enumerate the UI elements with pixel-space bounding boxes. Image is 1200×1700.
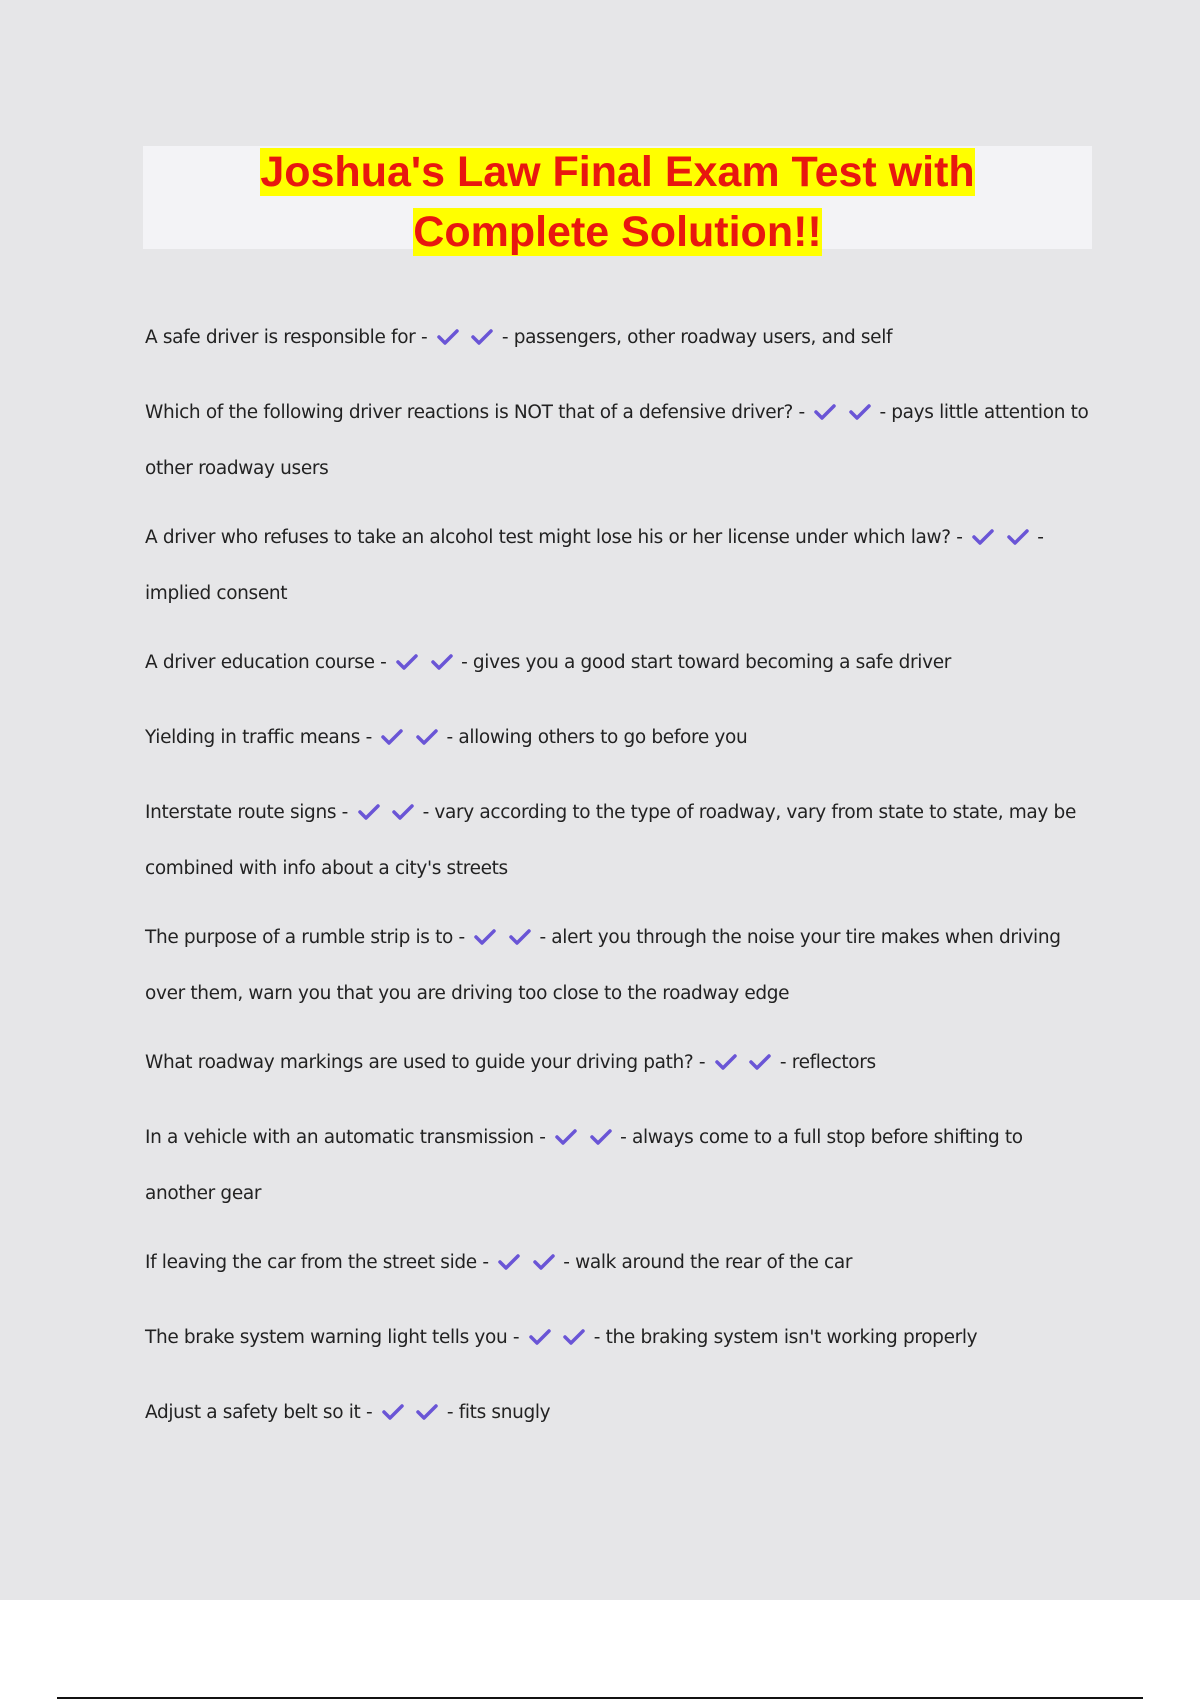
check-icon: [416, 728, 438, 746]
check-icon: [563, 1328, 585, 1346]
qa-item: [145, 1110, 1095, 1222]
answer-text: - pays little attention to other roadway users: [145, 402, 1089, 479]
title-banner: [143, 146, 1092, 256]
answer-text: - alert you through the noise your tire makes when driving over them, warn you that you are driving too close to the roadway edge: [145, 927, 1061, 1004]
check-icon: [474, 928, 496, 946]
qa-item: [145, 1385, 1095, 1441]
qa-list: [145, 310, 1095, 1460]
answer-text: - walk around the rear of the car: [563, 1252, 853, 1273]
qa-item: [145, 635, 1095, 691]
question-text: In a vehicle with an automatic transmission -: [145, 1127, 546, 1148]
qa-item: [145, 710, 1095, 766]
check-icon: [381, 728, 403, 746]
answer-text: - allowing others to go before you: [446, 727, 748, 748]
question-text: Which of the following driver reactions is NOT that of a defensive driver? -: [145, 402, 805, 423]
check-icon: [590, 1128, 612, 1146]
qa-item: [145, 1035, 1095, 1091]
check-icon: [382, 1403, 404, 1421]
question-text: If leaving the car from the street side -: [145, 1252, 489, 1273]
question-text: A driver who refuses to take an alcohol test might lose his or her license under which law? -: [145, 527, 963, 548]
question-text: Adjust a safety belt so it -: [145, 1402, 373, 1423]
check-icon: [498, 1253, 520, 1271]
answer-text: - always come to a full stop before shifting to another gear: [145, 1127, 1023, 1204]
answer-text: - the braking system isn't working properly: [593, 1327, 978, 1348]
check-icon: [555, 1128, 577, 1146]
question-text: Yielding in traffic means -: [145, 727, 372, 748]
check-icon: [1007, 528, 1029, 546]
check-icon: [749, 1053, 771, 1071]
answer-text: - fits snugly: [446, 1402, 551, 1423]
question-text: A safe driver is responsible for -: [145, 327, 428, 348]
check-icon: [972, 528, 994, 546]
check-icon: [715, 1053, 737, 1071]
answer-text: - implied consent: [145, 527, 1044, 604]
check-icon: [533, 1253, 555, 1271]
answer-text: - gives you a good start toward becoming a safe driver: [461, 652, 951, 673]
question-text: The purpose of a rumble strip is to -: [145, 927, 465, 948]
qa-item: [145, 310, 1095, 366]
qa-item: [145, 910, 1095, 1022]
question-text: A driver education course -: [145, 652, 387, 673]
check-icon: [358, 803, 380, 821]
check-icon: [529, 1328, 551, 1346]
footer-rule: [57, 1697, 1143, 1699]
answer-text: - reflectors: [779, 1052, 876, 1073]
check-icon: [392, 803, 414, 821]
qa-item: [145, 1310, 1095, 1366]
qa-item: [145, 785, 1095, 897]
qa-item: [145, 385, 1095, 497]
check-icon: [509, 928, 531, 946]
question-text: Interstate route signs -: [145, 802, 348, 823]
question-text: The brake system warning light tells you -: [145, 1327, 520, 1348]
check-icon: [814, 403, 836, 421]
check-icon: [849, 403, 871, 421]
page-title-line-1: Joshua's Law Final Exam Test with: [260, 148, 975, 196]
check-icon: [471, 328, 493, 346]
qa-item: [145, 510, 1095, 622]
question-text: What roadway markings are used to guide your driving path? -: [145, 1052, 706, 1073]
check-icon: [437, 328, 459, 346]
qa-item: [145, 1235, 1095, 1291]
answer-text: - passengers, other roadway users, and self: [501, 327, 893, 348]
answer-text: - vary according to the type of roadway, vary from state to state, may be combined with info about a city's streets: [145, 802, 1076, 879]
check-icon: [416, 1403, 438, 1421]
page-title-line-2: Complete Solution!!: [413, 208, 822, 256]
check-icon: [396, 653, 418, 671]
check-icon: [431, 653, 453, 671]
